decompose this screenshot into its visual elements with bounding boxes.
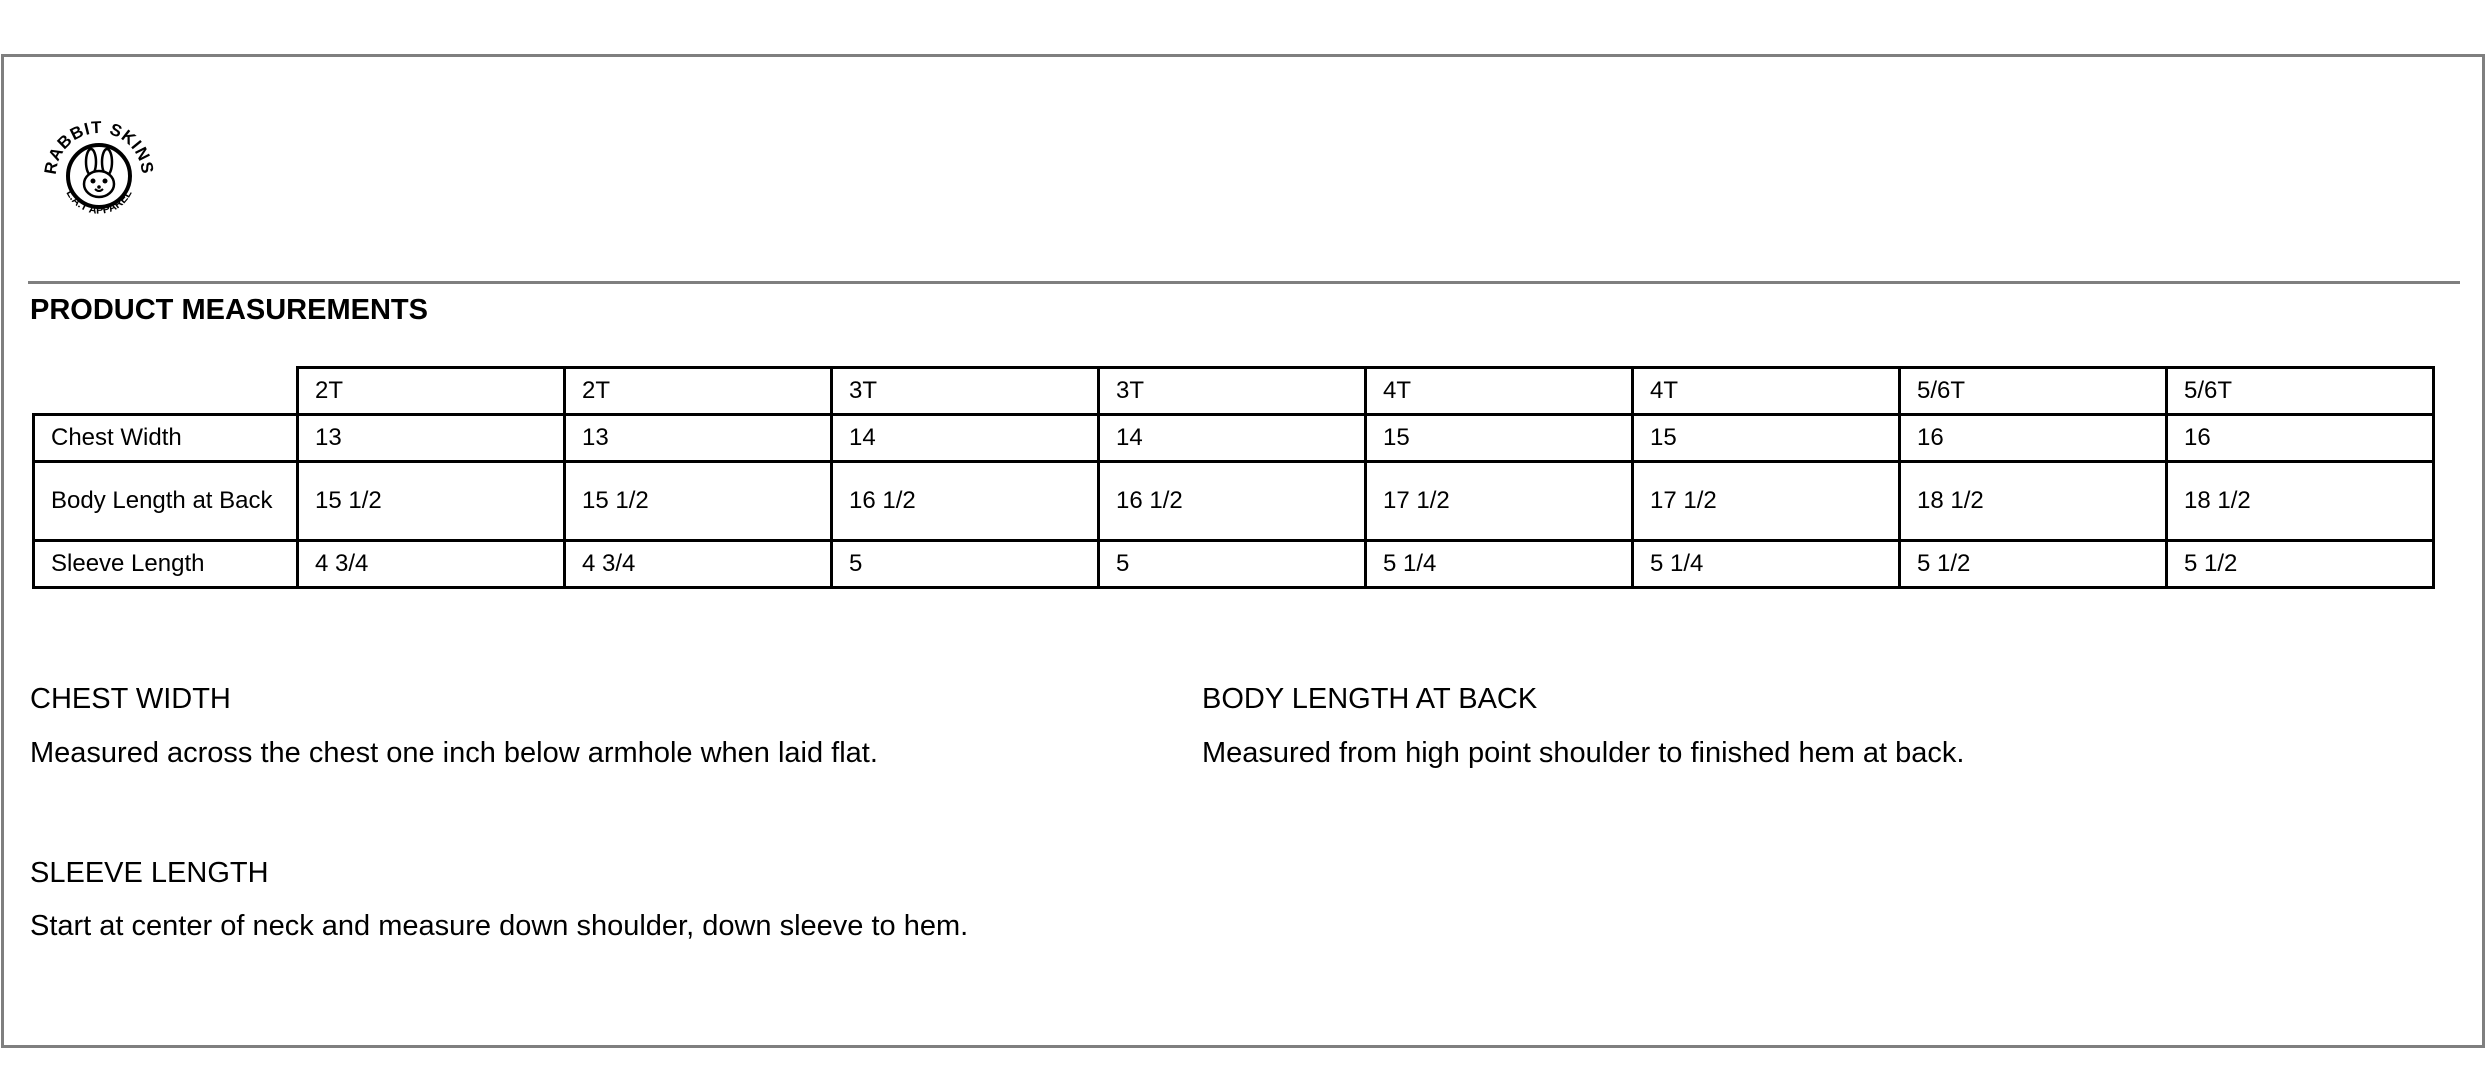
row-label: Body Length at Back (34, 462, 298, 541)
table-cell: 5 (832, 541, 1099, 588)
column-header: 2T (565, 368, 832, 415)
table-cell: 18 1/2 (1900, 462, 2167, 541)
table-cell: 18 1/2 (2167, 462, 2434, 541)
table-cell: 16 (1900, 415, 2167, 462)
table-cell: 15 (1366, 415, 1633, 462)
table-cell: 17 1/2 (1633, 462, 1900, 541)
column-header: 5/6T (1900, 368, 2167, 415)
body-length-description: Measured from high point shoulder to finished hem at back. (1202, 737, 1965, 769)
table-cell: 13 (565, 415, 832, 462)
column-header: 2T (298, 368, 565, 415)
table-header-row (34, 368, 2434, 415)
logo-top-text: RABBIT SKINS (40, 117, 158, 176)
sleeve-length-title: SLEEVE LENGTH (30, 857, 269, 889)
column-header: 3T (832, 368, 1099, 415)
chest-width-description: Measured across the chest one inch below armhole when laid flat. (30, 737, 878, 769)
column-header: 5/6T (2167, 368, 2434, 415)
table-row (34, 415, 2434, 462)
corner-cell (34, 368, 298, 415)
table-cell: 16 1/2 (832, 462, 1099, 541)
page-title: PRODUCT MEASUREMENTS (30, 294, 428, 326)
table-cell: 16 1/2 (1099, 462, 1366, 541)
table-cell: 5 1/4 (1633, 541, 1900, 588)
table-cell: 5 1/2 (1900, 541, 2167, 588)
table-cell: 15 1/2 (565, 462, 832, 541)
row-label: Chest Width (34, 415, 298, 462)
column-header: 4T (1366, 368, 1633, 415)
table-cell: 13 (298, 415, 565, 462)
sleeve-length-description: Start at center of neck and measure down shoulder, down sleeve to hem. (30, 910, 969, 942)
table-cell: 4 3/4 (298, 541, 565, 588)
table-cell: 16 (2167, 415, 2434, 462)
rabbit-icon (34, 108, 164, 238)
table-cell: 4 3/4 (565, 541, 832, 588)
table-row (34, 462, 2434, 541)
table-cell: 15 (1633, 415, 1900, 462)
table-cell: 5 1/2 (2167, 541, 2434, 588)
table-cell: 15 1/2 (298, 462, 565, 541)
row-label: Sleeve Length (34, 541, 298, 588)
table-cell: 5 1/4 (1366, 541, 1633, 588)
rabbit-skins-logo (34, 108, 164, 238)
measurement-table (32, 366, 2435, 589)
table-cell: 14 (1099, 415, 1366, 462)
body-length-title: BODY LENGTH AT BACK (1202, 683, 1538, 715)
table-cell: 17 1/2 (1366, 462, 1633, 541)
column-header: 4T (1633, 368, 1900, 415)
column-header: 3T (1099, 368, 1366, 415)
table-row (34, 541, 2434, 588)
table-cell: 5 (1099, 541, 1366, 588)
header-divider (28, 281, 2460, 284)
logo-bottom-text: L.A.T APPAREL (63, 188, 135, 217)
table-cell: 14 (832, 415, 1099, 462)
chest-width-title: CHEST WIDTH (30, 683, 231, 715)
